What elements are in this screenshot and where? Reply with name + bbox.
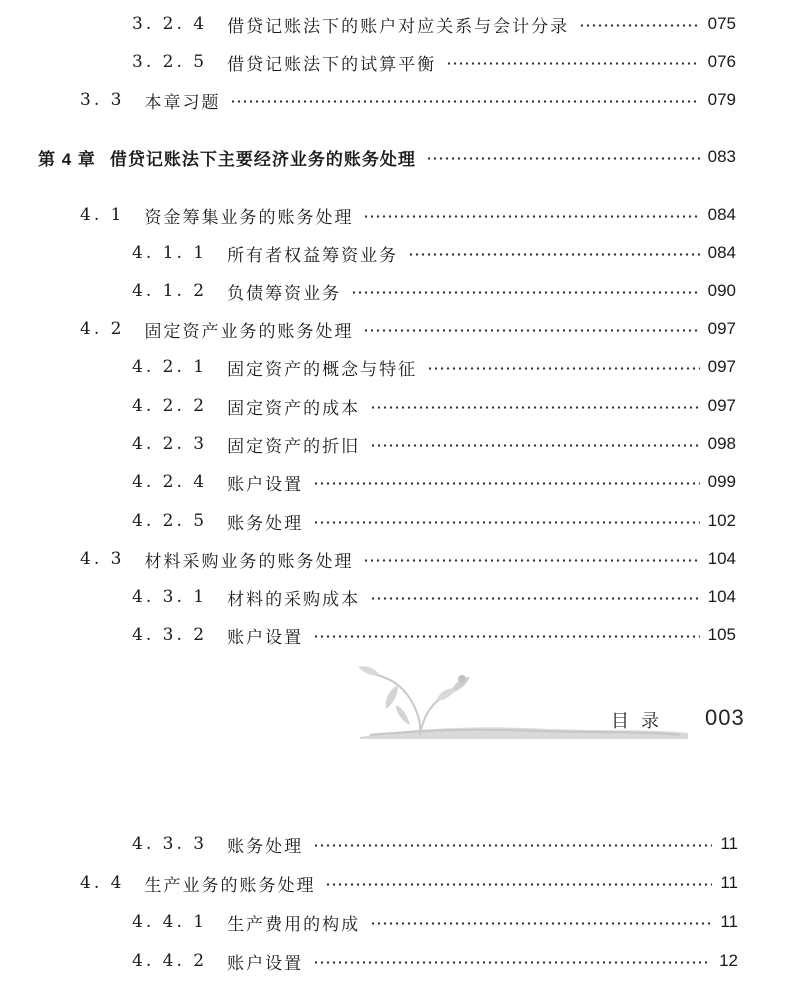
toc-entry[interactable]: [132, 355, 736, 379]
toc-entry[interactable]: [132, 585, 736, 609]
section-number: 3. 2. 4: [132, 14, 208, 34]
page-number: 11: [720, 873, 738, 892]
section-number: 4. 2. 3: [132, 434, 208, 454]
toc-entry[interactable]: [80, 871, 738, 895]
dot-leader: [370, 406, 700, 409]
toc-entry[interactable]: [132, 509, 736, 533]
dot-leader: [313, 482, 700, 485]
section-title: 生产费用的构成: [227, 914, 361, 935]
dot-leader: [313, 635, 700, 638]
page-number: 097: [707, 396, 736, 415]
section-number: 3. 2. 5: [132, 52, 208, 72]
section-title: 账户设置: [227, 627, 304, 648]
toc-entry[interactable]: [132, 949, 738, 973]
toc-entry[interactable]: [132, 832, 738, 856]
page-number: 084: [707, 205, 736, 224]
dot-leader: [370, 597, 700, 600]
section-title: 借贷记账法下的账户对应关系与会计分录: [227, 16, 570, 37]
toc-entry[interactable]: [132, 623, 736, 647]
section-number: 4. 2: [80, 319, 125, 339]
section-number: 4. 3. 1: [132, 587, 208, 607]
page-number: 104: [707, 549, 736, 568]
footer-page-number: 003: [705, 705, 745, 730]
section-number: 4. 2. 1: [132, 357, 208, 377]
dot-leader: [370, 922, 712, 925]
section-title: 固定资产的折旧: [227, 436, 361, 457]
section-number: 4. 4: [80, 873, 125, 893]
toc-entry[interactable]: [132, 279, 736, 303]
toc-chapter-entry[interactable]: [38, 145, 736, 169]
page-number: 083: [707, 147, 736, 166]
page-number: 12: [719, 951, 738, 970]
page-number: 104: [707, 587, 736, 606]
section-number: 4. 3. 3: [132, 834, 208, 854]
dot-leader: [313, 961, 711, 964]
footer-section-label: 目录: [611, 711, 671, 732]
dot-leader: [313, 521, 700, 524]
dot-leader: [351, 291, 700, 294]
dot-leader: [579, 24, 700, 27]
toc-entry[interactable]: [80, 88, 736, 112]
section-number: 4. 3: [80, 549, 125, 569]
page-number: 11: [720, 912, 738, 931]
page-number: 097: [707, 357, 736, 376]
toc-entry[interactable]: [132, 241, 736, 265]
section-number: 4. 1: [80, 205, 125, 225]
chapter-title: 借贷记账法下主要经济业务的账务处理: [109, 149, 416, 169]
section-number: 4. 2. 4: [132, 472, 208, 492]
page-number: 102: [707, 511, 736, 530]
page-number: 098: [707, 434, 736, 453]
page-number: 099: [707, 472, 736, 491]
section-title: 材料采购业务的账务处理: [144, 551, 354, 572]
section-title: 生产业务的账务处理: [144, 875, 316, 896]
toc-entry[interactable]: [80, 317, 736, 341]
dot-leader: [370, 444, 700, 447]
section-number: 4. 2. 2: [132, 396, 208, 416]
section-title: 本章习题: [144, 92, 221, 113]
page-number: 11: [720, 834, 738, 853]
toc-entry[interactable]: [132, 394, 736, 418]
section-title: 账户设置: [227, 953, 304, 974]
dot-leader: [363, 559, 699, 562]
section-title: 借贷记账法下的试算平衡: [227, 54, 437, 75]
section-number: 4. 3. 2: [132, 625, 208, 645]
section-title: 账务处理: [227, 836, 304, 857]
page-number: 079: [707, 90, 736, 109]
page-number: 084: [707, 243, 736, 262]
toc-entry[interactable]: [80, 547, 736, 571]
dot-leader: [408, 253, 700, 256]
section-number: 4. 1. 2: [132, 281, 208, 301]
toc-entry[interactable]: [132, 470, 736, 494]
toc-entry[interactable]: [132, 432, 736, 456]
section-title: 材料的采购成本: [227, 589, 361, 610]
dot-leader: [363, 329, 699, 332]
dot-leader: [426, 157, 700, 160]
page-number: 076: [707, 52, 736, 71]
section-title: 账户设置: [227, 474, 304, 495]
dot-leader: [325, 883, 712, 886]
dot-leader: [363, 215, 699, 218]
section-title: 资金筹集业务的账务处理: [144, 207, 354, 228]
chapter-number: 第 4 章: [38, 149, 96, 169]
section-number: 4. 4. 2: [132, 951, 208, 971]
toc-entry[interactable]: [80, 203, 736, 227]
page-number: 090: [707, 281, 736, 300]
dot-leader: [427, 367, 700, 370]
dot-leader: [230, 100, 699, 103]
page-number: 097: [707, 319, 736, 338]
page-number: 075: [707, 14, 736, 33]
dot-leader: [446, 62, 700, 65]
section-title: 固定资产业务的账务处理: [144, 321, 354, 342]
section-title: 所有者权益筹资业务: [227, 245, 399, 266]
toc-entry[interactable]: [132, 12, 736, 36]
section-title: 账务处理: [227, 513, 304, 534]
toc-entry[interactable]: [132, 910, 738, 934]
section-title: 负债筹资业务: [227, 283, 342, 304]
section-number: 4. 2. 5: [132, 511, 208, 531]
dot-leader: [313, 844, 712, 847]
page-number: 105: [707, 625, 736, 644]
toc-entry[interactable]: [132, 50, 736, 74]
section-title: 固定资产的成本: [227, 398, 361, 419]
section-number: 4. 1. 1: [132, 243, 208, 263]
section-title: 固定资产的概念与特征: [227, 359, 418, 380]
section-number: 3. 3: [80, 90, 125, 110]
section-number: 4. 4. 1: [132, 912, 208, 932]
